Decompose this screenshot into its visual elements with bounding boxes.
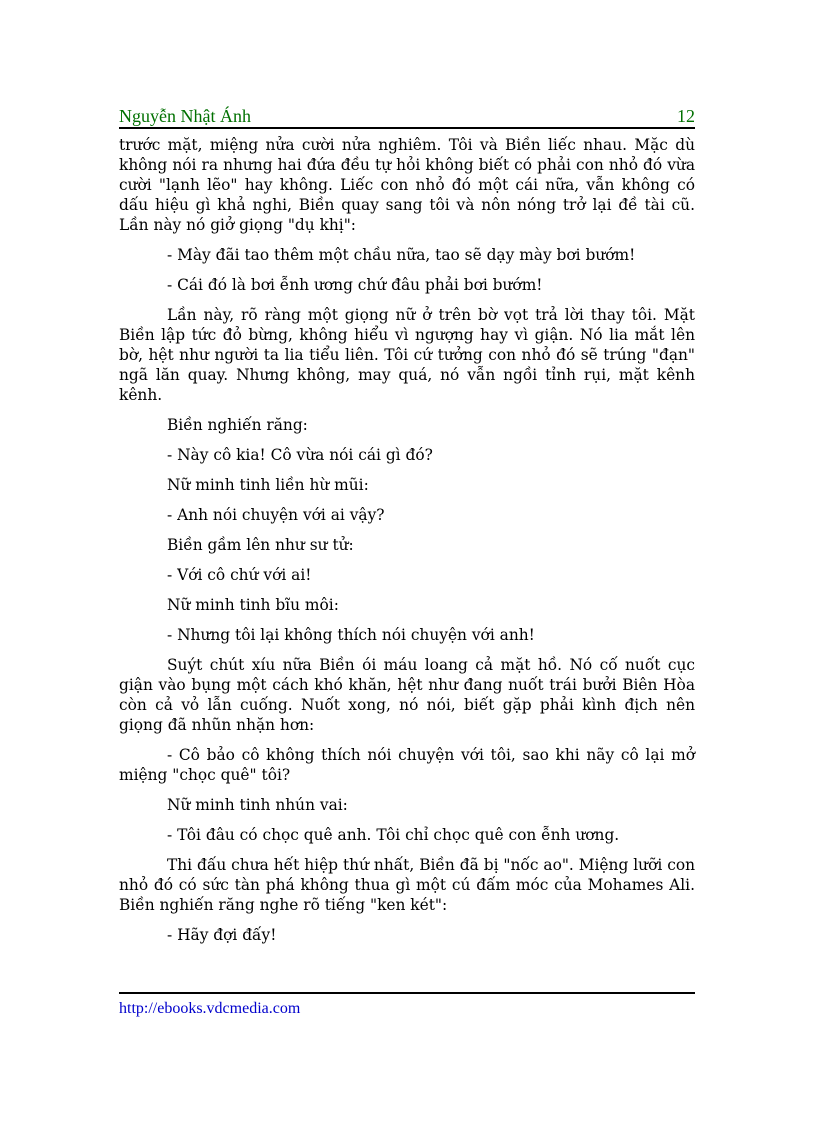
paragraph: - Anh nói chuyện với ai vậy? <box>167 506 385 524</box>
paragraph: - Này cô kia! Cô vừa nói cái gì đó? <box>167 446 433 464</box>
paragraph: Thi đấu chưa hết hiệp thứ nhất, Biền đã bị "nốc ao". Miệng lưỡi con nhỏ đó có sức tàn phá không thua gì một cú đấm móc của Mohames Ali. Biền nghiến răng nghe rõ tiếng "ken két": <box>119 856 695 914</box>
paragraph: - Hãy đợi đấy! <box>167 926 277 944</box>
paragraph: Suýt chút xíu nữa Biền ói máu loang cả mặt hồ. Nó cố nuốt cục giận vào bụng một cách khó khăn, hệt như đang nuốt trái bưởi Biên Hòa còn cả vỏ lẫn cuống. Nuốt xong, nó nói, biết gặp phải kình địch nên giọng đã nhũn nhặn hơn: <box>119 656 695 734</box>
paragraph: Nữ minh tinh bĩu môi: <box>167 596 339 614</box>
paragraph: - Mày đãi tao thêm một chầu nữa, tao sẽ dạy mày bơi bướm! <box>167 246 636 264</box>
paragraph: Lần này, rõ ràng một giọng nữ ở trên bờ vọt trả lời thay tôi. Mặt Biền lập tức đỏ bừng, không hiểu vì ngượng hay vì giận. Nó lia mắt lên bờ, hệt như người ta lia tiểu liên. Tôi cứ tưởng con nhỏ đó sẽ trúng "đạn" ngã lăn quay. Nhưng không, may quá, nó vẫn ngồi tỉnh rụi, mặt kênh kênh. <box>119 306 695 404</box>
paragraph: - Nhưng tôi lại không thích nói chuyện với anh! <box>167 626 535 644</box>
page-footer <box>119 992 695 1018</box>
book-page <box>119 0 695 1123</box>
paragraph: Biền nghiến răng: <box>167 416 308 434</box>
author-name: Nguyễn Nhật Ánh <box>119 106 251 126</box>
paragraph: Nữ minh tinh nhún vai: <box>167 796 348 814</box>
paragraph: trước mặt, miệng nửa cười nửa nghiêm. Tôi và Biền liếc nhau. Mặc dù không nói ra nhưng hai đứa đều tự hỏi không biết có phải con nhỏ đó vừa cười "lạnh lẽo" hay không. Liếc con nhỏ đó một cái nữa, vẫn không có dấu hiệu gì khả nghi, Biền quay sang tôi và nôn nóng trở lại đề tài cũ. Lần này nó giở giọng "dụ khị": <box>119 136 695 234</box>
paragraph: Biền gầm lên như sư tử: <box>167 536 354 554</box>
page-header <box>119 101 695 129</box>
page-body <box>119 135 695 955</box>
page-number: 12 <box>677 106 695 126</box>
paragraph: - Tôi đâu có chọc quê anh. Tôi chỉ chọc quê con ễnh ương. <box>167 826 620 844</box>
paragraph: Nữ minh tinh liền hừ mũi: <box>167 476 369 494</box>
footer-link[interactable]: http://ebooks.vdcmedia.com <box>119 1000 301 1017</box>
paragraph: - Cô bảo cô không thích nói chuyện với tôi, sao khi nãy cô lại mở miệng "chọc quê" tôi? <box>119 746 695 784</box>
paragraph: - Cái đó là bơi ễnh ương chứ đâu phải bơi bướm! <box>167 276 543 294</box>
paragraph: - Với cô chứ với ai! <box>167 566 312 584</box>
